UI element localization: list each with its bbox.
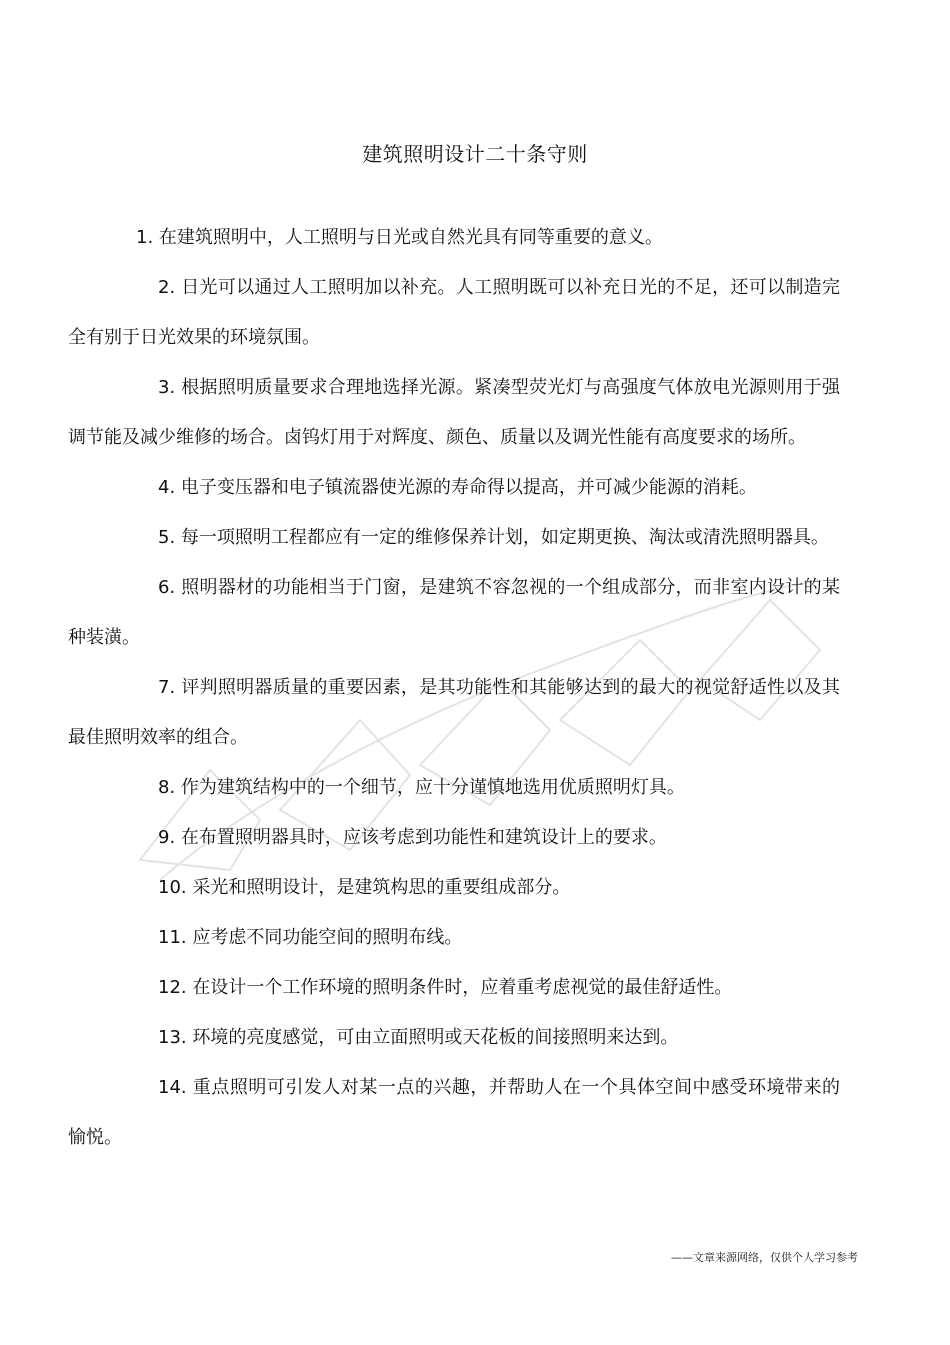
rule-3: 3. 根据照明质量要求合理地选择光源。紧凑型荧光灯与高强度气体放电光源则用于强调节能及减少维修的场合。卤钨灯用于对辉度、颜色、质量以及调光性能有高度要求的场所。 [68, 377, 840, 448]
rule-10: 10. 采光和照明设计，是建筑构思的重要组成部分。 [158, 877, 571, 898]
rule-4: 4. 电子变压器和电子镇流器使光源的寿命得以提高，并可减少能源的消耗。 [158, 477, 757, 498]
rule-11: 11. 应考虑不同功能空间的照明布线。 [158, 927, 463, 948]
rule-12: 12. 在设计一个工作环境的照明条件时，应着重考虑视觉的最佳舒适性。 [158, 977, 733, 998]
rule-1: 1. 在建筑照明中，人工照明与日光或自然光具有同等重要的意义。 [136, 227, 663, 248]
rule-14: 14. 重点照明可引发人对某一点的兴趣，并帮助人在一个具体空间中感受环境带来的愉悦。 [68, 1077, 840, 1148]
rule-7: 7. 评判照明器质量的重要因素，是其功能性和其能够达到的最大的视觉舒适性以及其最佳照明效率的组合。 [68, 677, 840, 748]
document-title: 建筑照明设计二十条守则 [362, 142, 588, 166]
rule-8: 8. 作为建筑结构中的一个细节，应十分谨慎地选用优质照明灯具。 [158, 777, 685, 798]
document-body [68, 213, 840, 1163]
rule-2: 2. 日光可以通过人工照明加以补充。人工照明既可以补充日光的不足，还可以制造完全有别于日光效果的环境氛围。 [68, 277, 840, 348]
rule-6: 6. 照明器材的功能相当于门窗，是建筑不容忽视的一个组成部分，而非室内设计的某种装潢。 [68, 577, 840, 648]
rule-5: 5. 每一项照明工程都应有一定的维修保养计划，如定期更换、淘汰或清洗照明器具。 [158, 527, 829, 548]
source-note: ——文章来源网络，仅供个人学习参考 [671, 1251, 858, 1264]
rule-9: 9. 在布置照明器具时，应该考虑到功能性和建筑设计上的要求。 [158, 827, 667, 848]
rule-13: 13. 环境的亮度感觉，可由立面照明或天花板的间接照明来达到。 [158, 1027, 679, 1048]
